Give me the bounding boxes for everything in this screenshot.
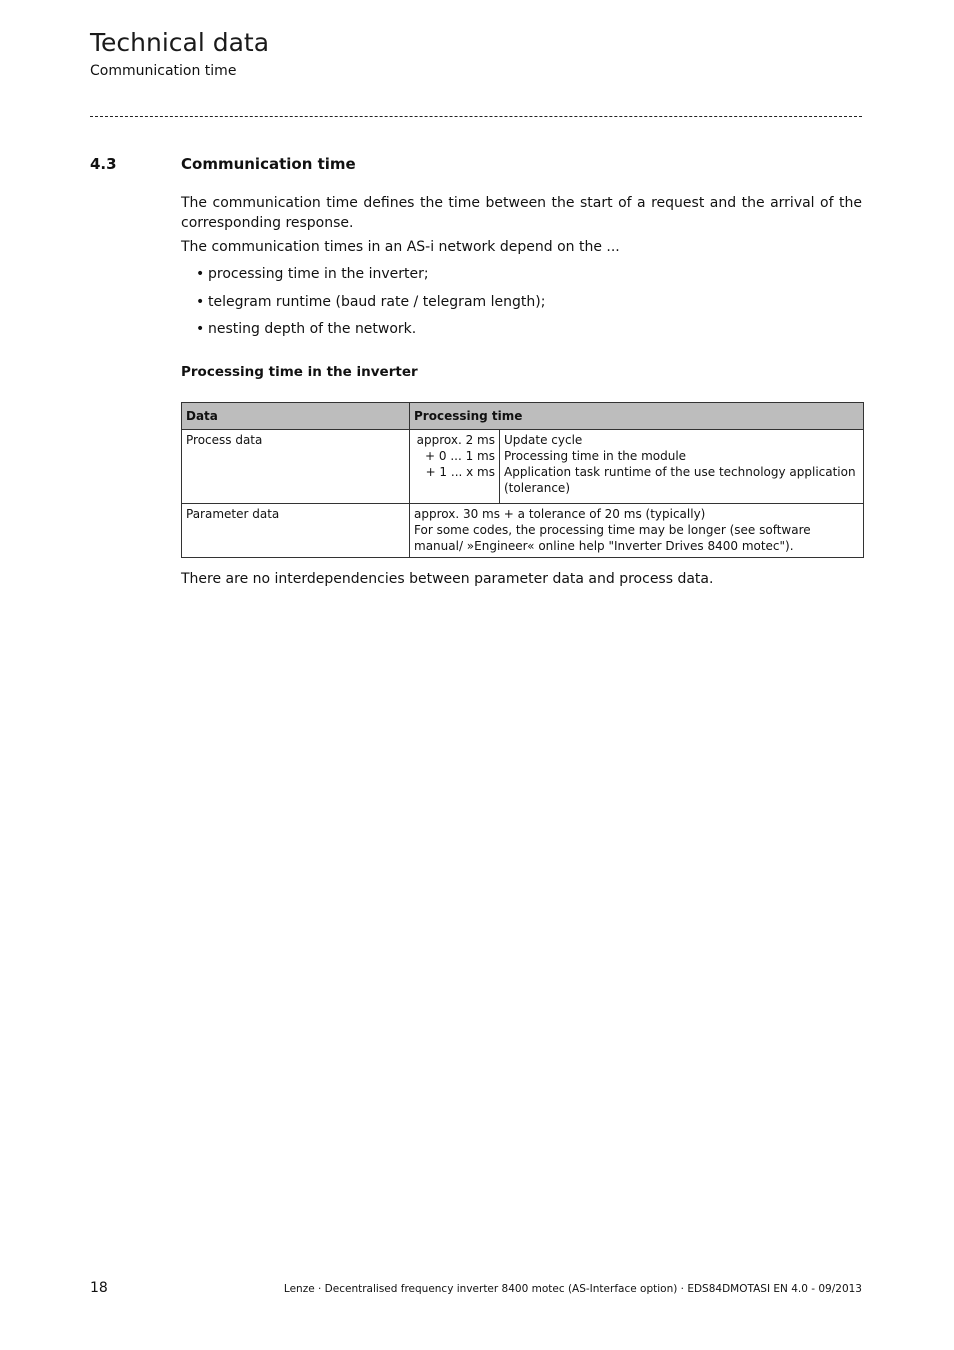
page-subtitle: Communication time xyxy=(90,63,237,79)
subsection-heading: Processing time in the inverter xyxy=(181,364,418,380)
bullet-icon: • xyxy=(196,321,205,337)
process-data-label: Process data xyxy=(182,430,410,504)
process-data-descriptions xyxy=(500,430,864,504)
bullet-icon: • xyxy=(196,266,205,282)
table-row xyxy=(182,504,864,558)
description-line: Update cycle xyxy=(504,433,583,447)
page-number: 18 xyxy=(90,1280,108,1296)
dependency-paragraph: The communication times in an AS-i network depend on the ... xyxy=(181,239,620,255)
description-line: Application task runtime of the use technology application (tolerance) xyxy=(504,465,856,495)
header-divider xyxy=(90,116,862,117)
closing-paragraph: There are no interdependencies between parameter data and process data. xyxy=(181,571,714,587)
value-line: + 1 ... x ms xyxy=(425,465,495,479)
list-item xyxy=(196,321,416,337)
bullet-icon: • xyxy=(196,294,205,310)
section-number: 4.3 xyxy=(90,155,117,173)
list-item xyxy=(196,266,429,282)
list-item-text: nesting depth of the network. xyxy=(208,321,417,337)
value-line: approx. 2 ms xyxy=(416,433,495,447)
list-item xyxy=(196,294,545,310)
table-header-row xyxy=(182,403,864,430)
process-data-values xyxy=(410,430,500,504)
list-item-text: processing time in the inverter; xyxy=(208,266,429,282)
detail-line: approx. 30 ms + a tolerance of 20 ms (typically) xyxy=(414,507,706,521)
parameter-data-details xyxy=(410,504,864,558)
processing-time-table xyxy=(181,402,864,558)
section-title: Communication time xyxy=(181,155,356,173)
detail-line: For some codes, the processing time may be longer (see software manual/ »Engineer« online help "Inverter Drives 8400 motec"). xyxy=(414,523,811,553)
column-header-data: Data xyxy=(182,403,410,430)
parameter-data-label: Parameter data xyxy=(182,504,410,558)
table-row xyxy=(182,430,864,504)
description-line: Processing time in the module xyxy=(504,449,687,463)
footer-text: Lenze · Decentralised frequency inverter 8400 motec (AS-Interface option) · EDS84DMOTASI EN 4.0 - 09/2013 xyxy=(283,1283,862,1295)
page-title: Technical data xyxy=(90,28,270,57)
intro-paragraph: The communication time defines the time between the start of a request and the arrival of the corresponding response. xyxy=(181,195,862,231)
column-header-processing-time: Processing time xyxy=(410,403,864,430)
value-line: + 0 ... 1 ms xyxy=(425,449,495,463)
list-item-text: telegram runtime (baud rate / telegram length); xyxy=(208,294,546,310)
